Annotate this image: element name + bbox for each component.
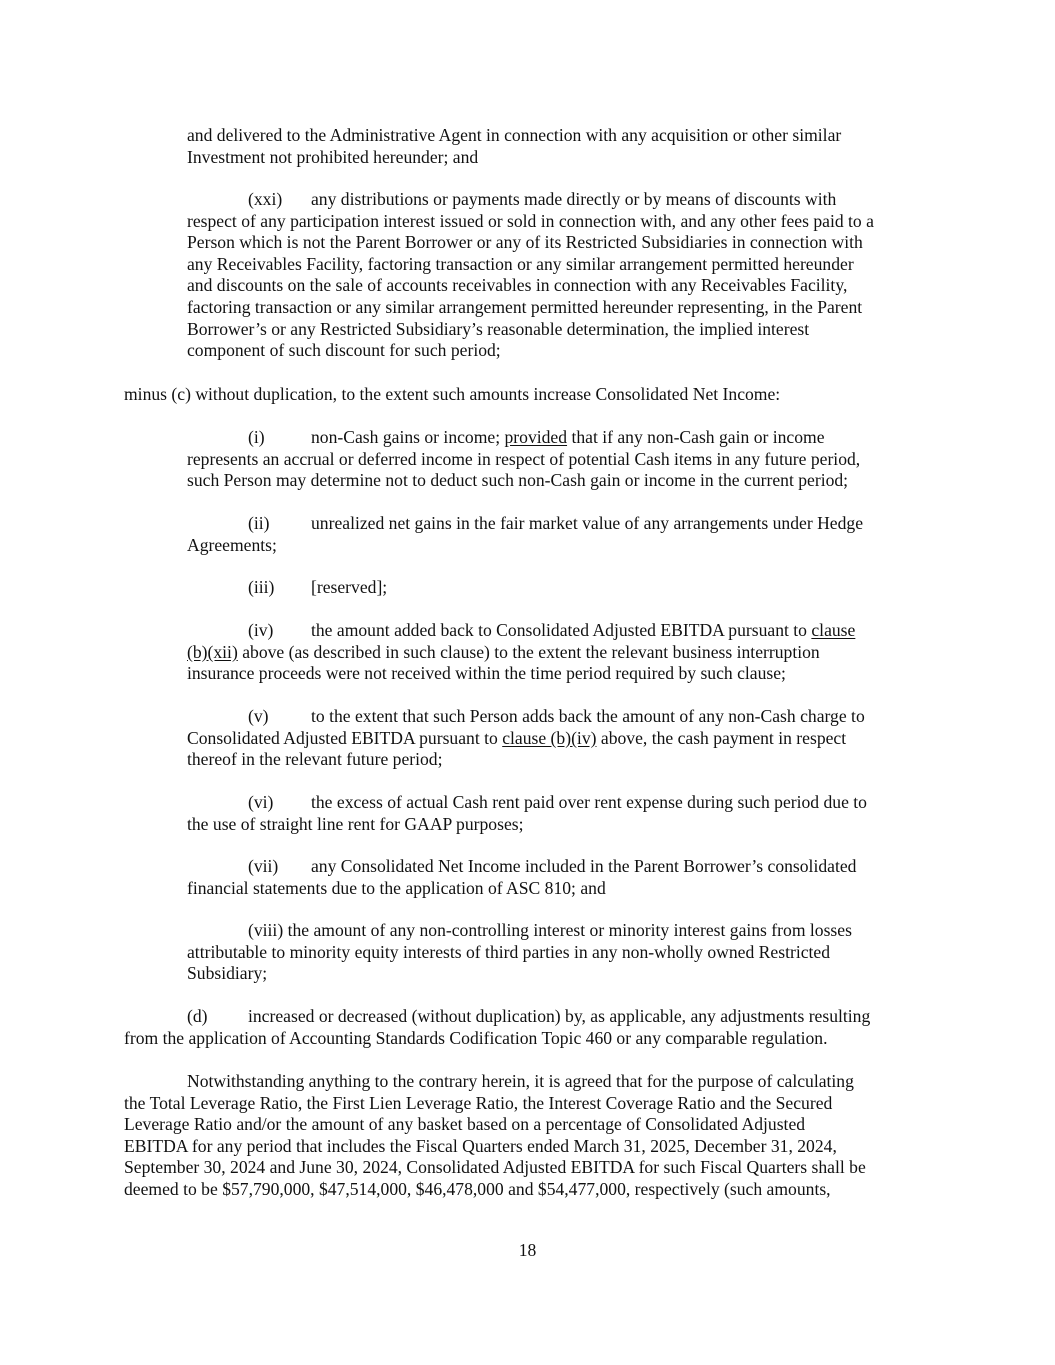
text-line: component of such discount for such period; (187, 340, 501, 361)
text-line: any Consolidated Net Income included in the Parent Borrower’s consolidated (311, 856, 857, 876)
text-line: factoring transaction or any similar arrangement permitted hereunder representing, in the Parent (187, 296, 863, 317)
clause-label: (ii) (248, 513, 270, 533)
text-line: thereof in the relevant future period; (187, 749, 443, 770)
text-line: EBITDA for any period that includes the Fiscal Quarters ended March 31, 2025, December 31, 2024, (124, 1135, 837, 1156)
text-line: and delivered to the Administrative Agent in connection with any acquisition or other similar (187, 125, 842, 145)
clause-label: (i) (248, 427, 265, 447)
minus-c-heading (124, 384, 780, 406)
clause-reference: (b)(xii) (187, 641, 238, 662)
text-line: and discounts on the sale of accounts receivables in connection with any Receivables Facility, (187, 275, 848, 296)
text-line: [reserved]; (311, 577, 388, 597)
clause-xxi (187, 189, 874, 362)
paragraph-notwithstanding (124, 1071, 866, 1201)
clause-c-viii (187, 920, 852, 985)
clause-label: (iii) (248, 577, 275, 597)
text-line: to the extent that such Person adds back the amount of any non-Cash charge to (311, 706, 865, 726)
paragraph-continuation (187, 125, 841, 168)
clause-c-v (187, 706, 865, 771)
text-line: the excess of actual Cash rent paid over rent expense during such period due to (311, 792, 867, 812)
clause-c-ii (187, 513, 864, 556)
clause-reference: clause (811, 620, 856, 640)
page-number: 18 (518, 1240, 537, 1260)
text-line: (viii) the amount of any non-controlling interest or minority interest gains from losses (248, 920, 852, 940)
clause-c-i (187, 427, 860, 492)
clause-d (124, 1006, 871, 1049)
text-line: Investment not prohibited hereunder; and (187, 146, 479, 167)
clause-c-iv (187, 620, 856, 685)
text-line: deemed to be $57,790,000, $47,514,000, $46,478,000 and $54,477,000, respectively (such amounts, (124, 1178, 831, 1199)
clause-label: (v) (248, 706, 269, 726)
clause-c-vi (187, 792, 867, 835)
text-line: Notwithstanding anything to the contrary herein, it is agreed that for the purpose of calculating (187, 1071, 854, 1091)
text-line: increased or decreased (without duplication) by, as applicable, any adjustments resulting (248, 1006, 871, 1026)
text-line: from the application of Accounting Standards Codification Topic 460 or any comparable regulation. (124, 1027, 828, 1048)
text-line: financial statements due to the application of ASC 810; and (187, 877, 606, 898)
text-segment: that if any non-Cash gain or income (567, 427, 825, 447)
text-line: represents an accrual or deferred income in respect of potential Cash items in any future period, (187, 448, 861, 469)
text-segment: the amount added back to Consolidated Adjusted EBITDA pursuant to (311, 620, 812, 640)
clause-c-vii (187, 856, 857, 899)
text-line: Person which is not the Parent Borrower or any of its Restricted Subsidiaries in connection with (187, 232, 863, 253)
text-line: September 30, 2024 and June 30, 2024, Consolidated Adjusted EBITDA for such Fiscal Quarters shall be (124, 1157, 866, 1178)
text-line: minus (c) without duplication, to the extent such amounts increase Consolidated Net Income: (124, 384, 781, 404)
text-segment: above, the cash payment in respect (596, 727, 847, 748)
text-segment: Consolidated Adjusted EBITDA pursuant to (187, 727, 503, 748)
text-line: such Person may determine not to deduct such non-Cash gain or income in the current period; (187, 470, 849, 491)
text-line: Subsidiary; (187, 963, 268, 984)
defined-term-provided: provided (504, 427, 568, 447)
text-line: attributable to minority equity interests of third parties in any non-wholly owned Restricted (187, 941, 831, 962)
clause-label: (vii) (248, 856, 279, 876)
text-line: Borrower’s or any Restricted Subsidiary’s reasonable determination, the implied interest (187, 318, 810, 339)
text-line: Agreements; (187, 534, 277, 555)
clause-label: (d) (187, 1006, 208, 1026)
text-line: the use of straight line rent for GAAP purposes; (187, 813, 524, 834)
text-line: any Receivables Facility, factoring transaction or any similar arrangement permitted hereunder (187, 253, 854, 274)
clause-c-iii (187, 577, 388, 599)
clause-label: (vi) (248, 792, 274, 812)
text-line: any distributions or payments made directly or by means of discounts with (311, 189, 837, 209)
text-line: unrealized net gains in the fair market value of any arrangements under Hedge (311, 513, 864, 533)
clause-label: (iv) (248, 620, 274, 640)
clause-label: (xxi) (248, 189, 283, 209)
text-segment: above (as described in such clause) to the extent the relevant business interruption (237, 641, 820, 662)
text-line: Leverage Ratio and/or the amount of any basket based on a percentage of Consolidated Adjusted (124, 1114, 806, 1135)
text-line: respect of any participation interest issued or sold in connection with, and any other fees paid to a (187, 210, 874, 231)
text-segment: non-Cash gains or income; (311, 427, 505, 447)
text-line: the Total Leverage Ratio, the First Lien Leverage Ratio, the Interest Coverage Ratio and the Secured (124, 1092, 833, 1113)
text-line: insurance proceeds were not received within the time period required by such clause; (187, 663, 786, 684)
clause-reference: clause (b)(iv) (502, 727, 597, 748)
